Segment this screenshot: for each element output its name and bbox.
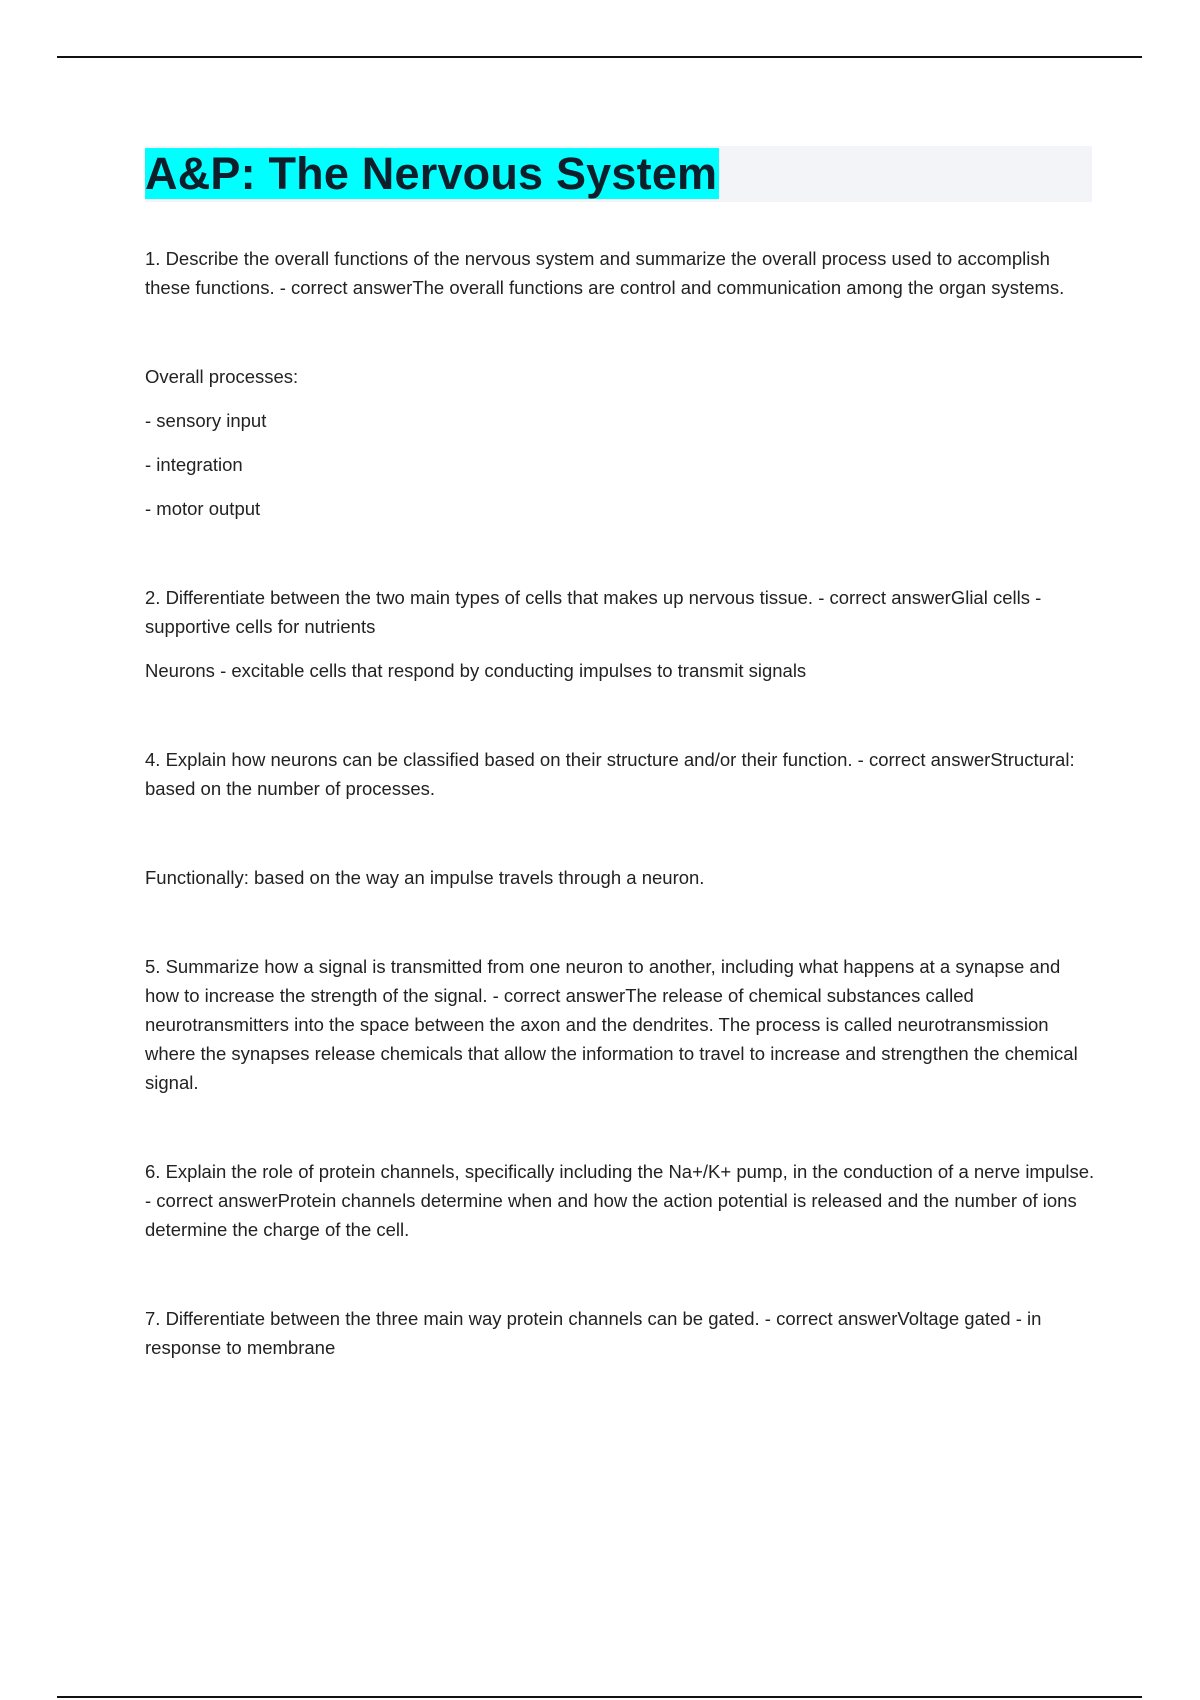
top-rule bbox=[57, 56, 1142, 58]
process-item: - motor output bbox=[145, 498, 261, 519]
question-2-extra: Neurons - excitable cells that respond by conducting impulses to transmit signals bbox=[145, 660, 807, 681]
document-body bbox=[145, 244, 1095, 1362]
process-item: - sensory input bbox=[145, 410, 267, 431]
question-7: 7. Differentiate between the three main way protein channels can be gated. - correct answerVoltage gated - in response to membrane bbox=[145, 1308, 1042, 1358]
question-2: 2. Differentiate between the two main types of cells that makes up nervous tissue. - correct answerGlial cells - supportive cells for nutrients bbox=[145, 587, 1042, 637]
question-1: 1. Describe the overall functions of the nervous system and summarize the overall process used to accomplish these functions. - correct answerThe overall functions are control and communication among the organ systems. bbox=[145, 248, 1065, 298]
question-6: 6. Explain the role of protein channels, specifically including the Na+/K+ pump, in the conduction of a nerve impulse. - correct answerProtein channels determine when and how the action potential is released and the number of ions determine the charge of the cell. bbox=[145, 1161, 1095, 1240]
process-item: - integration bbox=[145, 454, 243, 475]
title-highlight: A&P: The Nervous System bbox=[145, 148, 718, 199]
question-5: 5. Summarize how a signal is transmitted from one neuron to another, including what happens at a synapse and how to increase the strength of the signal. - correct answerThe release of chemical substances called neurotransmitters into the space between the axon and the dendrites. The process is called neurotransmission where the synapses release chemicals that allow the information to travel to increase and strengthen the chemical signal. bbox=[145, 956, 1078, 1093]
bottom-rule bbox=[57, 1696, 1142, 1698]
processes-heading: Overall processes: bbox=[145, 366, 299, 387]
page-title bbox=[145, 146, 721, 202]
question-4: 4. Explain how neurons can be classified based on their structure and/or their function. - correct answerStructural: based on the number of processes. bbox=[145, 749, 1075, 799]
question-4-extra: Functionally: based on the way an impulse travels through a neuron. bbox=[145, 867, 705, 888]
